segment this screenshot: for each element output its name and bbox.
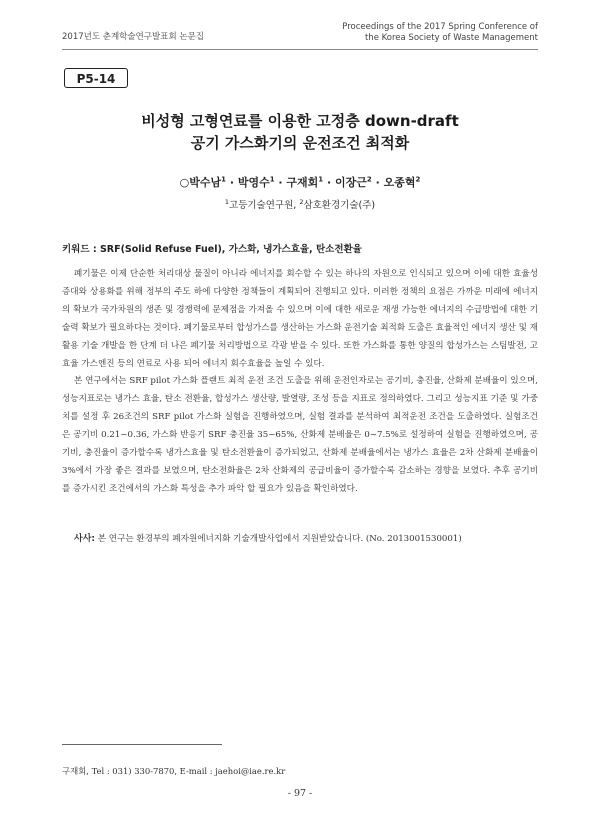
author-name: · 오종혁: [371, 176, 416, 189]
author-affil-mark: 1: [318, 175, 324, 184]
running-header-left: 2017년도 춘계학술연구발표회 논문집: [62, 32, 204, 42]
running-header-right: [342, 22, 538, 44]
acknowledgement: [62, 531, 538, 544]
keywords: 키워드 : SRF(Solid Refuse Fuel), 가스화, 냉가스효율, 탄소전환율: [62, 244, 362, 255]
body-paragraph: 폐기물은 이제 단순한 처리대상 물질이 아니라 에너지를 회수할 수 있는 하나의 자원으로 인식되고 있으며 이에 대한 효율성 증대와 상용화를 위해 정부의 주도 하에 다양한 정책들이 계획되어 진행되고 있다. 이러한 정책의 요점은 가까운 미래에 에너지의 확보가 국가차원의 생존 및 경쟁력에 문제점을 가져올 수 있으며 이에 대한 새로운 재생 가능한 에너지의 수급방법에 대한 기술력 확보가 필요하다는 것이다. 폐기물로부터 합성가스를 생산하는 가스화 운전기술 최적화 도출은 효율적인 에너지 생산 및 재활용 기술 개발을 한 단계 더 나은 폐기물 처리방법으로 각광 받을 수 있다. 또한 가스화를 통한 양질의 합성가스는 스팀발전, 고효율 가스엔진 등의 연료로 사용 되어 에너지 회수효율을 높일 수 있다.: [62, 269, 538, 369]
affiliations: [60, 197, 540, 211]
affil-org: 고등기술연구원,: [229, 200, 300, 211]
paper-title-line2: 공기 가스화기의 운전조건 최적화: [190, 134, 410, 152]
running-header-right-line1: Proceedings of the 2017 Spring Conference of: [342, 22, 538, 32]
paper-id-badge: P5-14: [64, 68, 128, 88]
author-name: · 박영수: [225, 176, 270, 189]
author-name: · 이장근: [323, 176, 367, 189]
page-number: - 97 -: [287, 788, 313, 799]
author-affil-mark: 1: [221, 175, 226, 184]
author-name: · 구재회: [274, 176, 319, 189]
header-divider: [62, 49, 538, 50]
author-name: ○박수남: [179, 176, 222, 189]
affil-mark: 2: [299, 197, 304, 206]
author-affil-mark: 2: [366, 175, 372, 184]
paper-title-line1: 비성형 고형연료를 이용한 고정층 down-draft: [141, 112, 459, 130]
abstract-body: [62, 266, 538, 499]
corresponding-author-footnote: 구재회, Tel : 031) 330-7870, E-mail : jaehoi@iae.re.kr: [62, 766, 286, 776]
author-affil-mark: 1: [269, 175, 275, 184]
paper-title: [60, 110, 540, 154]
author-list: [60, 174, 540, 190]
ack-text: 본 연구는 환경부의 폐자원에너지화 기술개발사업에서 지원받았습니다. (No. 2013001530001): [95, 534, 462, 544]
affil-mark: 1: [224, 197, 230, 206]
affil-org: 삼호환경기술(주): [303, 200, 376, 211]
body-paragraph: 본 연구에서는 SRF pilot 가스화 플랜트 최적 운전 조건 도출을 위해 운전인자로는 공기비, 충진율, 산화제 분배율이 있으며, 성능지표로는 냉가스 효율, 탄소 전환율, 합성가스 생산량, 발열량, 조성 등을 지표로 정의하였다. 그리고 성능지표 기준 및 가중치를 설정 후 26조건의 SRF pilot 가스화 실험을 진행하였으며, 실험 결과를 분석하여 최적운전 조건을 도출하였다. 실험조건은 공기비 0.21~0.36, 가스화 반응기 SRF 충진율 35~65%, 산화제 분배율은 0~7.5%로 설정하여 실험을 진행하였으며, 공기비, 충진율이 증가할수록 냉가스효율 및 탄소전환율이 증가되었고, 산화제 분배율에서는 냉가스 효율은 2차 산화제 분배율이 3%에서 가장 좋은 결과를 보였으며, 탄소전화율은 2차 산화제의 공급비율이 증가할수록 감소하는 경향을 보였다. 추후 공기비를 증가시킨 조건에서의 가스화 특성을 추가 파악 할 필요가 있음을 확인하였다.: [62, 376, 538, 494]
footnote-divider: [62, 744, 222, 745]
running-header-right-line2: the Korea Society of Waste Management: [364, 33, 538, 43]
author-affil-mark: 2: [415, 175, 421, 184]
ack-label: 사사:: [74, 534, 95, 544]
